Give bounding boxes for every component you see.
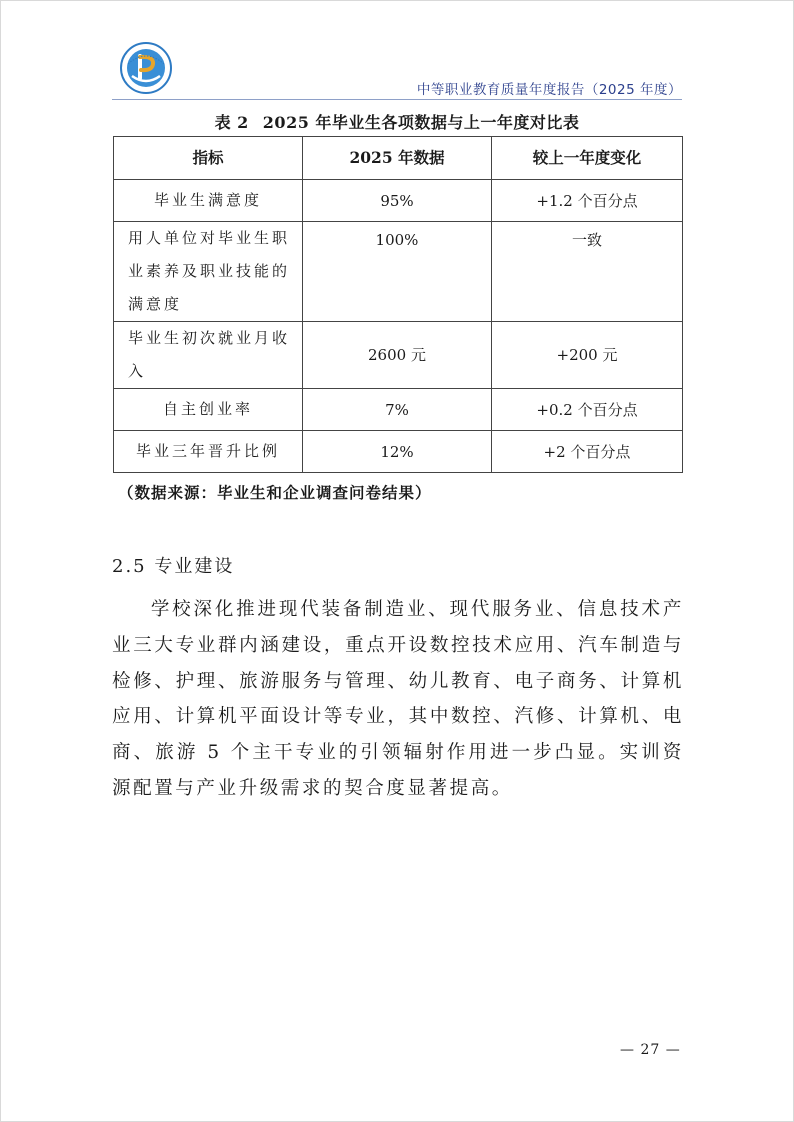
- indicator-cell: 用人单位对毕业生职业素养及职业技能的满意度: [114, 222, 303, 322]
- table-row: [114, 180, 683, 222]
- body-paragraph: 学校深化推进现代装备制造业、现代服务业、信息技术产业三大专业群内涵建设，重点开设数控技术应用、汽车制造与检修、护理、旅游服务与管理、幼儿教育、电子商务、计算机应用、计算机平面设计等专业，其中数控、汽修、计算机、电商、旅游 5 个主干专业的引领辐射作用进一步凸显。实训资源配置与产业升级需求的契合度显著提高。: [112, 599, 684, 799]
- table-row: [114, 222, 683, 322]
- indicator-cell: 毕业生初次就业月收入: [114, 322, 303, 389]
- value-cell: 2600 元: [303, 322, 492, 389]
- change-cell: +200 元: [492, 322, 683, 389]
- change-cell: +1.2 个百分点: [492, 180, 683, 222]
- table-caption-title: 2025 年毕业生各项数据与上一年度对比表: [262, 113, 580, 132]
- indicator-cell: 毕业三年晋升比例: [114, 431, 303, 473]
- value-cell: 12%: [303, 431, 492, 473]
- table-data-source: （数据来源：毕业生和企业调查问卷结果）: [118, 483, 432, 502]
- change-cell: +2 个百分点: [492, 431, 683, 473]
- change-cell: +0.2 个百分点: [492, 389, 683, 431]
- table-caption: [112, 110, 682, 133]
- table-caption-label: 表 2: [214, 113, 249, 132]
- indicator-cell: 毕业生满意度: [114, 180, 303, 222]
- column-header-indicator: 指标: [114, 137, 303, 180]
- school-logo: [120, 42, 172, 94]
- page-number: — 27 —: [620, 1042, 681, 1058]
- section-heading: 2.5 专业建设: [112, 556, 235, 577]
- comparison-table: [113, 136, 683, 473]
- report-header-title: 中等职业教育质量年度报告（2025 年度）: [416, 82, 682, 98]
- change-cell: 一致: [492, 222, 683, 322]
- table-header-row: [114, 137, 683, 180]
- table-row: [114, 389, 683, 431]
- indicator-cell: 自主创业率: [114, 389, 303, 431]
- value-cell: 7%: [303, 389, 492, 431]
- column-header-change: 较上一年度变化: [492, 137, 683, 180]
- value-cell: 100%: [303, 222, 492, 322]
- value-cell: 95%: [303, 180, 492, 222]
- table-row: [114, 431, 683, 473]
- column-header-2025-data: 2025 年数据: [303, 137, 492, 180]
- header-divider: [112, 99, 682, 100]
- table-row: [114, 322, 683, 389]
